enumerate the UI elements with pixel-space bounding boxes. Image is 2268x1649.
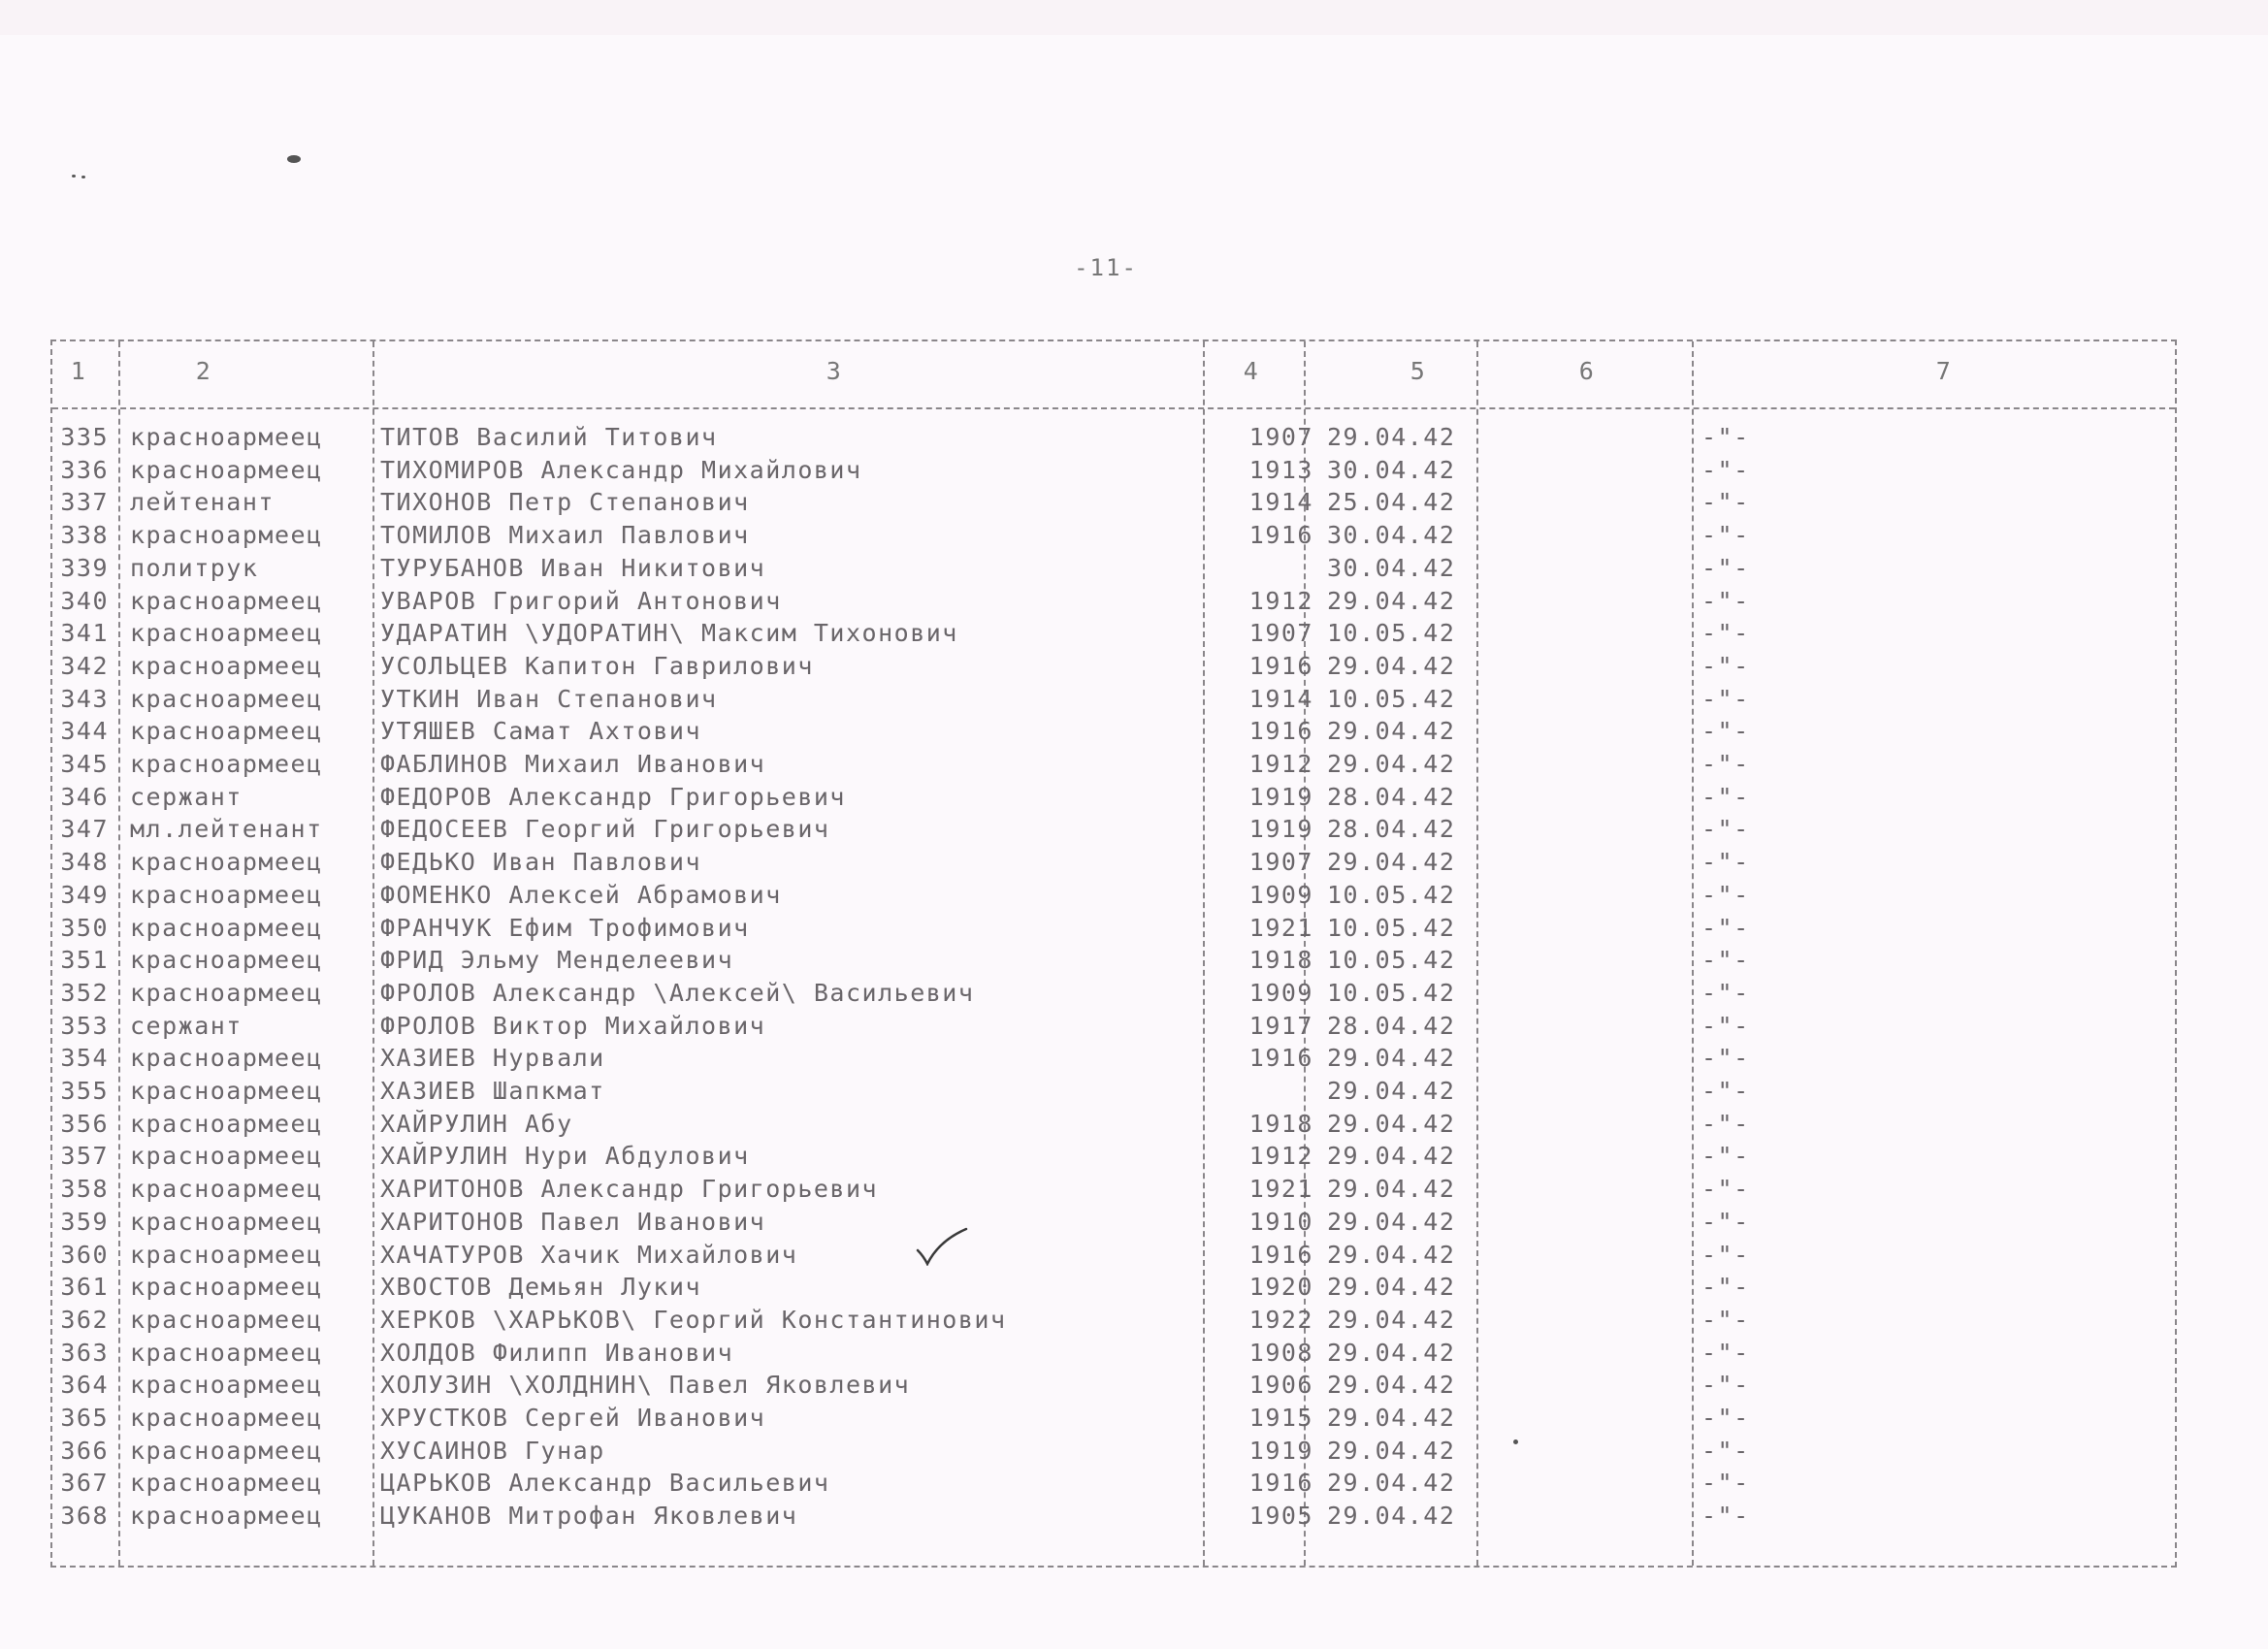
row-number: 344: [60, 717, 109, 746]
column-header: 3: [826, 357, 843, 385]
table-row: [52, 1110, 2175, 1143]
name-cell: ФРИД Эльму Менделеевич: [380, 946, 734, 975]
birth-year-cell: 1919: [1248, 815, 1313, 844]
checkmark-icon: [916, 1227, 968, 1266]
note-cell: -"-: [1701, 1109, 1750, 1138]
row-number: 356: [60, 1109, 109, 1138]
table-row: [52, 1469, 2175, 1502]
rank-cell: красноармеец: [130, 1207, 323, 1236]
birth-year-cell: 1918: [1248, 946, 1313, 975]
date-cell: 29.04.42: [1327, 1077, 1456, 1105]
birth-year-cell: 1919: [1248, 1436, 1313, 1465]
date-cell: 29.04.42: [1327, 1207, 1456, 1236]
rank-cell: красноармеец: [130, 1371, 323, 1400]
note-cell: -"-: [1701, 913, 1750, 942]
rank-cell: красноармеец: [130, 978, 323, 1007]
birth-year-cell: 1912: [1248, 586, 1313, 615]
date-cell: 10.05.42: [1327, 946, 1456, 975]
date-cell: 10.05.42: [1327, 684, 1456, 713]
table-row: [52, 1241, 2175, 1274]
birth-year-cell: 1920: [1248, 1273, 1313, 1302]
table-row: [52, 750, 2175, 783]
row-number: 352: [60, 978, 109, 1007]
date-cell: 29.04.42: [1327, 586, 1456, 615]
row-number: 362: [60, 1305, 109, 1334]
rank-cell: красноармеец: [130, 651, 323, 680]
row-number: 335: [60, 423, 109, 451]
row-number: 342: [60, 651, 109, 680]
row-number: 366: [60, 1436, 109, 1465]
header-rule: [52, 407, 2175, 409]
birth-year-cell: 1909: [1248, 978, 1313, 1007]
rank-cell: лейтенант: [130, 488, 275, 517]
table-row: [52, 1142, 2175, 1175]
date-cell: 29.04.42: [1327, 1044, 1456, 1073]
rank-cell: красноармеец: [130, 1044, 323, 1073]
name-cell: ХОЛУЗИН \ХОЛДНИН\ Павел Яковлевич: [380, 1371, 911, 1400]
table-row: [52, 1175, 2175, 1208]
table-row: [52, 881, 2175, 914]
row-number: 337: [60, 488, 109, 517]
rank-cell: красноармеец: [130, 848, 323, 877]
note-cell: -"-: [1701, 423, 1750, 451]
rank-cell: красноармеец: [130, 880, 323, 909]
birth-year-cell: 1907: [1248, 848, 1313, 877]
note-cell: -"-: [1701, 1338, 1750, 1367]
date-cell: 29.04.42: [1327, 1404, 1456, 1432]
rank-cell: красноармеец: [130, 586, 323, 615]
date-cell: 29.04.42: [1327, 423, 1456, 451]
date-cell: 29.04.42: [1327, 1305, 1456, 1334]
date-cell: 30.04.42: [1327, 521, 1456, 550]
ink-speck: [72, 175, 76, 178]
rank-cell: красноармеец: [130, 684, 323, 713]
date-cell: 30.04.42: [1327, 455, 1456, 484]
birth-year-cell: 1916: [1248, 521, 1313, 550]
birth-year-cell: 1914: [1248, 684, 1313, 713]
table-row: [52, 1273, 2175, 1306]
note-cell: -"-: [1701, 553, 1750, 582]
birth-year-cell: 1916: [1248, 717, 1313, 746]
note-cell: -"-: [1701, 651, 1750, 680]
row-number: 364: [60, 1371, 109, 1400]
row-number: 350: [60, 913, 109, 942]
note-cell: -"-: [1701, 455, 1750, 484]
table-row: [52, 1208, 2175, 1241]
date-cell: 29.04.42: [1327, 1240, 1456, 1269]
rank-cell: красноармеец: [130, 1469, 323, 1498]
date-cell: 29.04.42: [1327, 1469, 1456, 1498]
page-number: -11-: [1074, 254, 1138, 281]
row-number: 349: [60, 880, 109, 909]
date-cell: 10.05.42: [1327, 978, 1456, 1007]
name-cell: ФЕДЬКО Иван Павлович: [380, 848, 702, 877]
rank-cell: политрук: [130, 553, 259, 582]
table-row: [52, 1044, 2175, 1077]
birth-year-cell: 1921: [1248, 913, 1313, 942]
date-cell: 28.04.42: [1327, 815, 1456, 844]
birth-year-cell: 1919: [1248, 782, 1313, 811]
date-cell: 28.04.42: [1327, 782, 1456, 811]
birth-year-cell: 1906: [1248, 1371, 1313, 1400]
burial-list-table: [50, 340, 2177, 1568]
name-cell: ЦАРЬКОВ Александр Васильевич: [380, 1469, 830, 1498]
table-row: [52, 979, 2175, 1012]
date-cell: 29.04.42: [1327, 651, 1456, 680]
rank-cell: красноармеец: [130, 1175, 323, 1204]
date-cell: 29.04.42: [1327, 1273, 1456, 1302]
date-cell: 29.04.42: [1327, 1502, 1456, 1531]
row-number: 338: [60, 521, 109, 550]
date-cell: 30.04.42: [1327, 553, 1456, 582]
note-cell: -"-: [1701, 619, 1750, 648]
name-cell: ХАРИТОНОВ Александр Григорьевич: [380, 1175, 879, 1204]
rank-cell: красноармеец: [130, 521, 323, 550]
row-number: 365: [60, 1404, 109, 1432]
table-row: [52, 554, 2175, 587]
table-row: [52, 914, 2175, 947]
table-row: [52, 946, 2175, 979]
birth-year-cell: 1916: [1248, 1044, 1313, 1073]
note-cell: -"-: [1701, 880, 1750, 909]
rank-cell: красноармеец: [130, 1404, 323, 1432]
name-cell: ХРУСТКОВ Сергей Иванович: [380, 1404, 766, 1432]
note-cell: -"-: [1701, 1436, 1750, 1465]
row-number: 347: [60, 815, 109, 844]
rank-cell: красноармеец: [130, 1142, 323, 1171]
name-cell: ФРАНЧУК Ефим Трофимович: [380, 913, 750, 942]
row-number: 355: [60, 1077, 109, 1105]
birth-year-cell: 1913: [1248, 455, 1313, 484]
date-cell: 28.04.42: [1327, 1011, 1456, 1040]
row-number: 353: [60, 1011, 109, 1040]
table-row: [52, 652, 2175, 685]
column-header: 4: [1243, 357, 1260, 385]
table-row: [52, 848, 2175, 881]
birth-year-cell: 1907: [1248, 619, 1313, 648]
table-row: [52, 1306, 2175, 1339]
rank-cell: красноармеец: [130, 1109, 323, 1138]
name-cell: ТИХОНОВ Петр Степанович: [380, 488, 750, 517]
table-row: [52, 423, 2175, 456]
name-cell: ХАЗИЕВ Шапкмат: [380, 1077, 605, 1105]
column-header: 7: [1935, 357, 1953, 385]
birth-year-cell: 1912: [1248, 750, 1313, 778]
date-cell: 29.04.42: [1327, 717, 1456, 746]
name-cell: ФРОЛОВ Виктор Михайлович: [380, 1011, 766, 1040]
note-cell: -"-: [1701, 946, 1750, 975]
row-number: 345: [60, 750, 109, 778]
note-cell: -"-: [1701, 1175, 1750, 1204]
birth-year-cell: 1914: [1248, 488, 1313, 517]
date-cell: 29.04.42: [1327, 1175, 1456, 1204]
birth-year-cell: 1917: [1248, 1011, 1313, 1040]
note-cell: -"-: [1701, 1404, 1750, 1432]
row-number: 348: [60, 848, 109, 877]
row-number: 357: [60, 1142, 109, 1171]
row-number: 367: [60, 1469, 109, 1498]
table-row: [52, 717, 2175, 750]
note-cell: -"-: [1701, 1011, 1750, 1040]
ink-speck: [287, 155, 301, 163]
rank-cell: сержант: [130, 782, 243, 811]
note-cell: -"-: [1701, 750, 1750, 778]
name-cell: ФОМЕНКО Алексей Абрамович: [380, 880, 782, 909]
table-row: [52, 521, 2175, 554]
table-row: [52, 619, 2175, 652]
date-cell: 29.04.42: [1327, 1371, 1456, 1400]
birth-year-cell: 1905: [1248, 1502, 1313, 1531]
birth-year-cell: 1916: [1248, 1469, 1313, 1498]
row-number: 351: [60, 946, 109, 975]
note-cell: -"-: [1701, 1305, 1750, 1334]
name-cell: ТИТОВ Василий Титович: [380, 423, 718, 451]
row-number: 368: [60, 1502, 109, 1531]
name-cell: УТЯШЕВ Самат Ахтович: [380, 717, 702, 746]
name-cell: ХЕРКОВ \ХАРЬКОВ\ Георгий Константинович: [380, 1305, 1007, 1334]
rank-cell: красноармеец: [130, 1273, 323, 1302]
table-row: [52, 1012, 2175, 1045]
rank-cell: красноармеец: [130, 1436, 323, 1465]
table-row: [52, 815, 2175, 848]
date-cell: 29.04.42: [1327, 750, 1456, 778]
rank-cell: красноармеец: [130, 455, 323, 484]
date-cell: 29.04.42: [1327, 848, 1456, 877]
name-cell: ФЕДОСЕЕВ Георгий Григорьевич: [380, 815, 830, 844]
rank-cell: красноармеец: [130, 1502, 323, 1531]
name-cell: ХАРИТОНОВ Павел Иванович: [380, 1207, 766, 1236]
row-number: 359: [60, 1207, 109, 1236]
table-row: [52, 783, 2175, 816]
table-row: [52, 456, 2175, 489]
row-number: 346: [60, 782, 109, 811]
note-cell: -"-: [1701, 1469, 1750, 1498]
rank-cell: красноармеец: [130, 717, 323, 746]
rank-cell: красноармеец: [130, 1077, 323, 1105]
date-cell: 25.04.42: [1327, 488, 1456, 517]
row-number: 361: [60, 1273, 109, 1302]
name-cell: ТИХОМИРОВ Александр Михайлович: [380, 455, 862, 484]
note-cell: -"-: [1701, 1044, 1750, 1073]
name-cell: ТУРУБАНОВ Иван Никитович: [380, 553, 766, 582]
row-number: 336: [60, 455, 109, 484]
name-cell: ХАЙРУЛИН Нури Абдулович: [380, 1142, 750, 1171]
row-number: 343: [60, 684, 109, 713]
birth-year-cell: 1915: [1248, 1404, 1313, 1432]
note-cell: -"-: [1701, 848, 1750, 877]
note-cell: -"-: [1701, 1502, 1750, 1531]
name-cell: ФАБЛИНОВ Михаил Иванович: [380, 750, 766, 778]
table-row: [52, 685, 2175, 718]
birth-year-cell: 1916: [1248, 651, 1313, 680]
rank-cell: красноармеец: [130, 750, 323, 778]
note-cell: -"-: [1701, 1077, 1750, 1105]
note-cell: -"-: [1701, 1142, 1750, 1171]
rank-cell: красноармеец: [130, 619, 323, 648]
date-cell: 10.05.42: [1327, 880, 1456, 909]
name-cell: УВАРОВ Григорий Антонович: [380, 586, 782, 615]
rank-cell: красноармеец: [130, 1305, 323, 1334]
column-header: 1: [70, 357, 87, 385]
row-number: 339: [60, 553, 109, 582]
name-cell: ТОМИЛОВ Михаил Павлович: [380, 521, 750, 550]
table-row: [52, 1502, 2175, 1535]
name-cell: УСОЛЬЦЕВ Капитон Гаврилович: [380, 651, 814, 680]
birth-year-cell: 1908: [1248, 1338, 1313, 1367]
note-cell: -"-: [1701, 782, 1750, 811]
column-header: 6: [1578, 357, 1596, 385]
row-number: 340: [60, 586, 109, 615]
name-cell: ХУСАИНОВ Гунар: [380, 1436, 605, 1465]
note-cell: -"-: [1701, 488, 1750, 517]
note-cell: -"-: [1701, 978, 1750, 1007]
date-cell: 29.04.42: [1327, 1338, 1456, 1367]
note-cell: -"-: [1701, 1371, 1750, 1400]
note-cell: -"-: [1701, 684, 1750, 713]
birth-year-cell: 1909: [1248, 880, 1313, 909]
birth-year-cell: 1907: [1248, 423, 1313, 451]
name-cell: ФЕДОРОВ Александр Григорьевич: [380, 782, 846, 811]
rank-cell: красноармеец: [130, 913, 323, 942]
note-cell: -"-: [1701, 1273, 1750, 1302]
date-cell: 29.04.42: [1327, 1436, 1456, 1465]
rank-cell: красноармеец: [130, 946, 323, 975]
rank-cell: мл.лейтенант: [130, 815, 323, 844]
date-cell: 29.04.42: [1327, 1142, 1456, 1171]
rank-cell: красноармеец: [130, 423, 323, 451]
row-number: 358: [60, 1175, 109, 1204]
rank-cell: красноармеец: [130, 1338, 323, 1367]
name-cell: ФРОЛОВ Александр \Алексей\ Васильевич: [380, 978, 975, 1007]
rank-cell: сержант: [130, 1011, 243, 1040]
name-cell: ХОЛДОВ Филипп Иванович: [380, 1338, 734, 1367]
row-number: 354: [60, 1044, 109, 1073]
name-cell: ХАЙРУЛИН Абу: [380, 1109, 573, 1138]
date-cell: 29.04.42: [1327, 1109, 1456, 1138]
ink-speck: [81, 176, 85, 178]
name-cell: УТКИН Иван Степанович: [380, 684, 718, 713]
note-cell: -"-: [1701, 1240, 1750, 1269]
birth-year-cell: 1916: [1248, 1240, 1313, 1269]
name-cell: ЦУКАНОВ Митрофан Яковлевич: [380, 1502, 798, 1531]
date-cell: 10.05.42: [1327, 619, 1456, 648]
table-row: [52, 488, 2175, 521]
birth-year-cell: 1922: [1248, 1305, 1313, 1334]
table-row: [52, 587, 2175, 620]
birth-year-cell: 1921: [1248, 1175, 1313, 1204]
table-row: [52, 1077, 2175, 1110]
name-cell: ХАЗИЕВ Нурвали: [380, 1044, 605, 1073]
table-row: [52, 1339, 2175, 1372]
birth-year-cell: 1918: [1248, 1109, 1313, 1138]
name-cell: УДАРАТИН \УДОРАТИН\ Максим Тихонович: [380, 619, 958, 648]
row-number: 360: [60, 1240, 109, 1269]
date-cell: 10.05.42: [1327, 913, 1456, 942]
birth-year-cell: 1912: [1248, 1142, 1313, 1171]
row-number: 363: [60, 1338, 109, 1367]
column-header: 2: [195, 357, 212, 385]
name-cell: ХВОСТОВ Демьян Лукич: [380, 1273, 702, 1302]
table-row: [52, 1371, 2175, 1404]
note-cell: -"-: [1701, 1207, 1750, 1236]
birth-year-cell: 1910: [1248, 1207, 1313, 1236]
rank-cell: красноармеец: [130, 1240, 323, 1269]
note-cell: -"-: [1701, 586, 1750, 615]
row-number: 341: [60, 619, 109, 648]
column-header: 5: [1409, 357, 1427, 385]
note-cell: -"-: [1701, 815, 1750, 844]
note-cell: -"-: [1701, 717, 1750, 746]
table-row: [52, 1437, 2175, 1470]
name-cell: ХАЧАТУРОВ Хачик Михайлович: [380, 1240, 798, 1269]
table-row: [52, 1404, 2175, 1437]
note-cell: -"-: [1701, 521, 1750, 550]
